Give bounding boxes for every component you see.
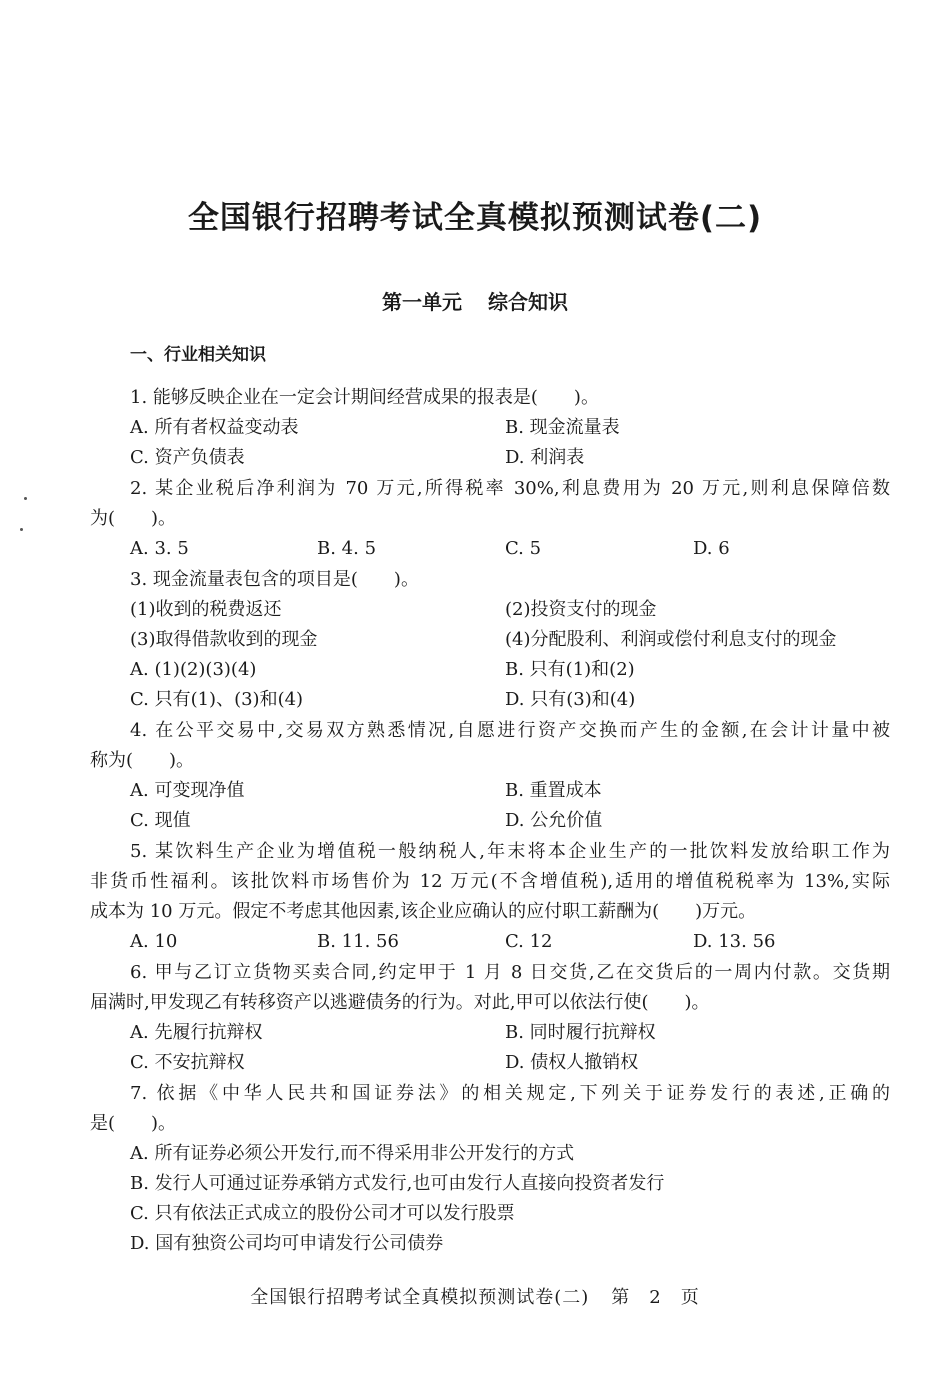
section-heading: 一、行业相关知识 xyxy=(130,345,266,365)
q2-option-c: C. 5 xyxy=(505,538,542,559)
q4-stem-line1: 4. 在公平交易中,交易双方熟悉情况,自愿进行资产交换而产生的金额,在会计计量中被 xyxy=(130,720,890,741)
q6-option-b: B. 同时履行抗辩权 xyxy=(505,1022,656,1043)
q4-stem-line2: 称为( )。 xyxy=(90,750,195,771)
q7-option-a: A. 所有证券必须公开发行,而不得采用非公开发行的方式 xyxy=(130,1143,575,1164)
unit-name: 第一单元 xyxy=(382,290,462,314)
q5-stem-line1: 5. 某饮料生产企业为增值税一般纳税人,年末将本企业生产的一批饮料发放给职工作为 xyxy=(130,841,890,862)
q3-option-c: C. 只有(1)、(3)和(4) xyxy=(130,689,304,710)
unit-subject: 综合知识 xyxy=(488,290,568,314)
q6-option-c: C. 不安抗辩权 xyxy=(130,1052,245,1073)
q1-option-d: D. 利润表 xyxy=(505,447,585,468)
q4-option-a: A. 可变现净值 xyxy=(130,780,245,801)
q4-option-b: B. 重置成本 xyxy=(505,780,602,801)
page-title: 全国银行招聘考试全真模拟预测试卷(二) xyxy=(187,200,763,236)
q7-stem-line2: 是( )。 xyxy=(90,1113,177,1134)
q5-stem-line3: 成本为 10 万元。假定不考虑其他因素,该企业应确认的应付职工薪酬为( )万元。 xyxy=(90,901,757,922)
q5-option-a: A. 10 xyxy=(130,931,178,952)
q1-option-a: A. 所有者权益变动表 xyxy=(130,417,299,438)
q6-option-a: A. 先履行抗辩权 xyxy=(130,1022,263,1043)
q1-option-b: B. 现金流量表 xyxy=(505,417,620,438)
q5-option-b: B. 11. 56 xyxy=(317,931,399,952)
q1-option-c: C. 资产负债表 xyxy=(130,447,245,468)
q2-option-a: A. 3. 5 xyxy=(130,538,189,559)
q1-stem: 1. 能够反映企业在一定会计期间经营成果的报表是( )。 xyxy=(130,387,599,408)
q3-item-1: (1)收到的税费返还 xyxy=(130,599,282,620)
q2-stem-line2: 为( )。 xyxy=(90,508,177,529)
q3-item-4: (4)分配股利、利润或偿付利息支付的现金 xyxy=(505,629,837,650)
scan-speck xyxy=(24,497,27,500)
q5-option-d: D. 13. 56 xyxy=(693,931,776,952)
q2-option-d: D. 6 xyxy=(693,538,730,559)
q6-option-d: D. 债权人撤销权 xyxy=(505,1052,639,1073)
unit-heading xyxy=(0,286,950,315)
scan-speck xyxy=(20,528,23,531)
q2-stem-line1: 2. 某企业税后净利润为 70 万元,所得税率 30%,利息费用为 20 万元,则利息保障倍数 xyxy=(130,478,890,499)
q7-option-c: C. 只有依法正式成立的股份公司才可以发行股票 xyxy=(130,1203,515,1224)
q3-item-3: (3)取得借款收到的现金 xyxy=(130,629,318,650)
q3-option-a: A. (1)(2)(3)(4) xyxy=(130,659,257,680)
q5-stem-line2: 非货币性福利。该批饮料市场售价为 12 万元(不含增值税),适用的增值税税率为 13%,实际 xyxy=(90,871,890,892)
q2-option-b: B. 4. 5 xyxy=(317,538,377,559)
q6-stem-line1: 6. 甲与乙订立货物买卖合同,约定甲于 1 月 8 日交货,乙在交货后的一周内付款。交货期 xyxy=(130,962,890,983)
page-footer xyxy=(0,1283,950,1309)
q3-item-2: (2)投资支付的现金 xyxy=(505,599,657,620)
q3-option-d: D. 只有(3)和(4) xyxy=(505,689,636,710)
q7-stem-line1: 7. 依据《中华人民共和国证券法》的相关规定,下列关于证券发行的表述,正确的 xyxy=(130,1083,890,1104)
q6-stem-line2: 届满时,甲发现乙有转移资产以逃避债务的行为。对此,甲可以依法行使( )。 xyxy=(90,992,710,1013)
q3-stem: 3. 现金流量表包含的项目是( )。 xyxy=(130,569,419,590)
footer-title: 全国银行招聘考试全真模拟预测试卷(二) xyxy=(250,1287,590,1308)
q4-option-d: D. 公允价值 xyxy=(505,810,603,831)
q7-option-b: B. 发行人可通过证券承销方式发行,也可由发行人直接向投资者发行 xyxy=(130,1173,665,1194)
q3-option-b: B. 只有(1)和(2) xyxy=(505,659,635,680)
page-number: 第 2 页 xyxy=(611,1287,700,1308)
q7-option-d: D. 国有独资公司均可申请发行公司债券 xyxy=(130,1233,444,1254)
q5-option-c: C. 12 xyxy=(505,931,553,952)
q4-option-c: C. 现值 xyxy=(130,810,191,831)
